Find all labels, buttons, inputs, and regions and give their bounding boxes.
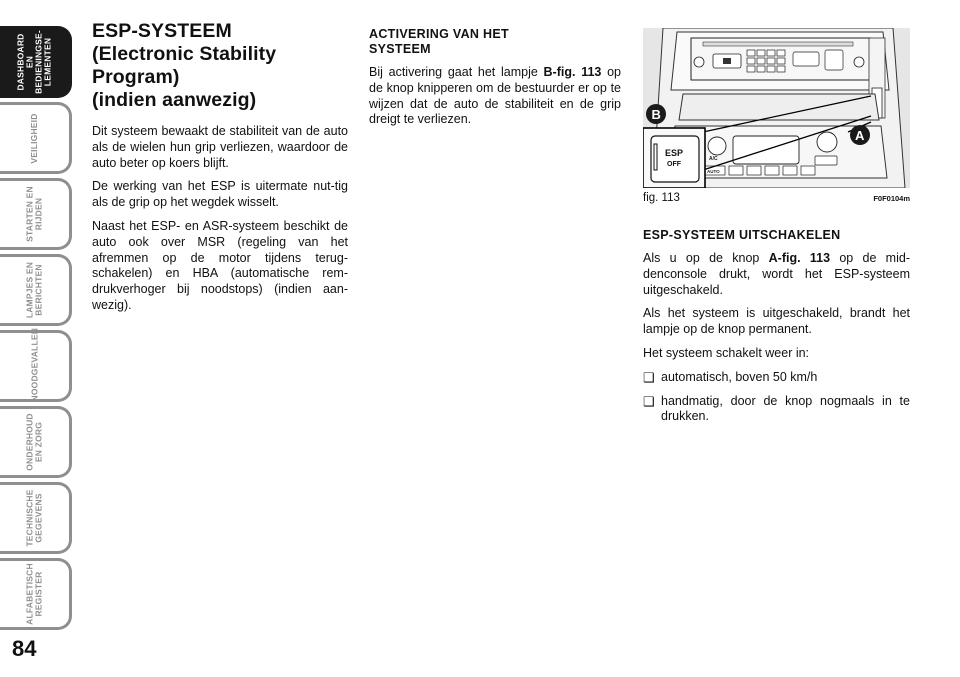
paragraph: De werking van het ESP is uitermate nut-tig als de grip op het wegdek wisselt. (92, 179, 348, 210)
disable-section (643, 228, 910, 425)
text-run: Bij activering gaat het lampje (369, 65, 544, 79)
tab-label: LAMPJES EN BERICHTEN (24, 261, 44, 319)
esp-button-top-text: ESP (665, 148, 684, 158)
column-activation (369, 27, 621, 136)
list-item (643, 394, 910, 426)
paragraph: Dit systeem bewaakt de stabiliteit van de auto als de wielen hun grip verliezen, waardoor de auto beter op koers blijft. (92, 124, 348, 170)
figure-illustration (643, 28, 910, 188)
page-number: 84 (12, 636, 37, 661)
subsection-heading: ACTIVERING VAN HET SYSTEEM (369, 27, 509, 56)
list-item-text: handmatig, door de knop nogmaals in te drukken. (661, 393, 910, 424)
auto-label: AUTO (707, 169, 720, 174)
text-run: Als u op de knop (643, 251, 769, 265)
tab-alfabetisch-register[interactable] (0, 558, 72, 630)
paragraph (369, 65, 621, 128)
tab-dashboard[interactable] (0, 26, 72, 98)
tab-lampjes-en-berichten[interactable] (0, 254, 72, 326)
tab-label: VEILIGHEID (29, 112, 39, 164)
subsection-heading: ESP-SYSTEEM UITSCHAKELEN (643, 228, 841, 242)
tab-label: TECHNISCHE GEGEVENS (24, 489, 44, 547)
tab-onderhoud-en-zorg[interactable] (0, 406, 72, 478)
section-title: ESP-SYSTEEM (Electronic Stability Program) (indien aanwezig) (92, 20, 277, 111)
paragraph: Als het systeem is uitgeschakeld, brandt het lampje op de knop permanent. (643, 306, 910, 337)
dashboard-console-illustration (643, 28, 910, 188)
figure-caption-row (643, 190, 910, 208)
tab-label: ONDERHOUD EN ZORG (24, 413, 44, 471)
list-item-text: automatisch, boven 50 km/h (661, 369, 818, 384)
figure-code: F0F0104m (873, 194, 910, 203)
tab-veiligheid[interactable] (0, 102, 72, 174)
figure-caption: fig. 113 (643, 192, 680, 204)
ac-label: A/C (709, 156, 718, 162)
figure-reference: A-fig. 113 (768, 251, 831, 265)
checkbox-bullet-icon: ❑ (643, 393, 655, 409)
text-run: op de mid-denconsole drukt, wordt het ESP-systeem uitgeschakeld. (643, 251, 910, 297)
callout-a: A (855, 128, 865, 143)
paragraph (643, 251, 910, 298)
column-esp-intro (92, 20, 348, 322)
text-run: op de knop knipperen om de bestuurder er op te wijzen dat de auto de stabiliteit en de grip dreigt te verliezen. (369, 65, 621, 127)
tab-noodgevallen[interactable] (0, 327, 72, 402)
column-figure-and-disable (643, 28, 910, 433)
checkbox-bullet-icon: ❑ (643, 369, 655, 385)
list-item (643, 370, 910, 386)
tab-label: NOODGEVALLEN (29, 327, 39, 401)
tab-label: STARTEN EN RIJDEN (24, 186, 44, 242)
figure-reference: B-fig. 113 (543, 65, 602, 79)
tab-starten-en-rijden[interactable] (0, 178, 72, 250)
tab-label: DASHBOARD EN BEDIENINGSE- LEMENTEN (15, 30, 53, 94)
paragraph: Naast het ESP- en ASR-systeem beschikt de auto ook over MSR (regeling van het afremmen op de motor tijdens terug-schakelen) en HBA (automatische rem-drukverhoger bij noodstops) (indien aan-wezig). (92, 218, 348, 312)
tab-label: ALFABETISCH REGISTER (24, 563, 44, 625)
callout-b: B (651, 107, 661, 122)
esp-button-bottom-text: OFF (667, 161, 681, 168)
paragraph: Het systeem schakelt weer in: (643, 345, 810, 360)
tab-technische-gegevens[interactable] (0, 482, 72, 554)
